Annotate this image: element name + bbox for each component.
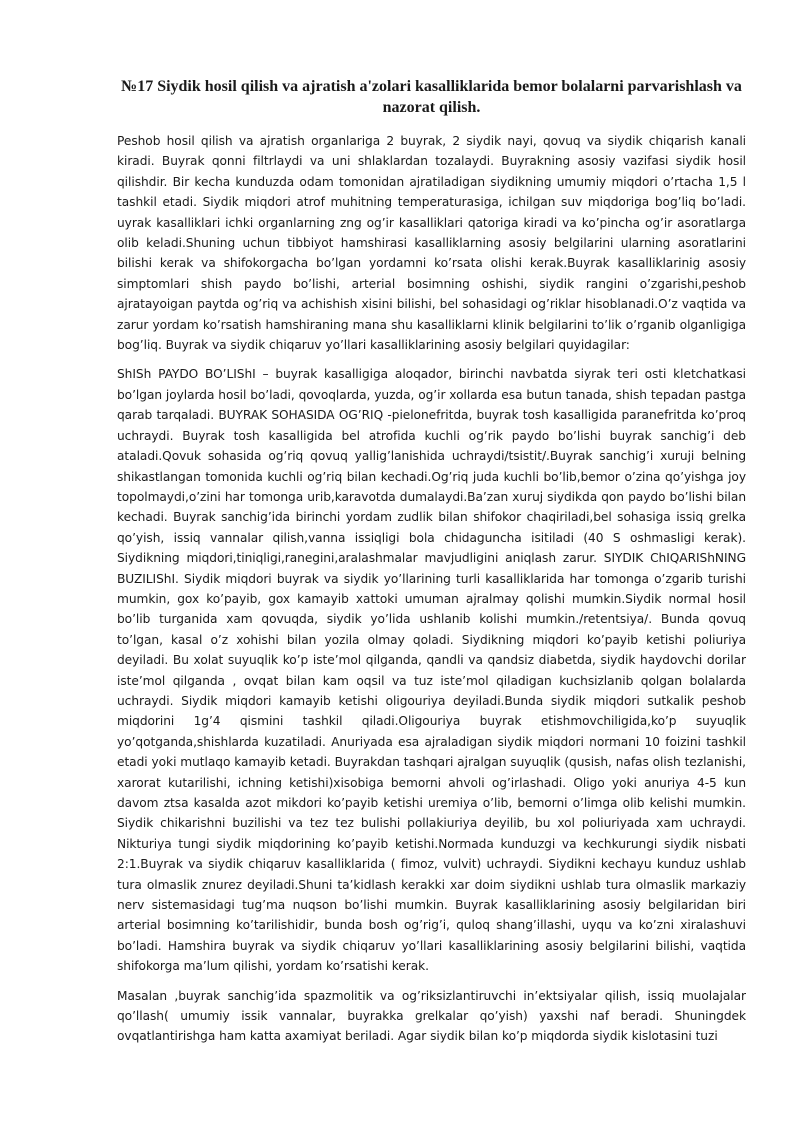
document-title: №17 Siydik hosil qilish va ajratish a'zolari kasalliklarida bemor bolalarni parvarishlash va nazorat qilish. bbox=[121, 78, 742, 116]
paragraph-intro: Peshob hosil qilish va ajratish organlariga 2 buyrak, 2 siydik nayi, qovuq va siydik chiqarish kanali kiradi. Buyrak qonni filtrlaydi va uni shlaklardan tozalaydi. Buyrakning asosiy vazifasi siydik hosil qilishdir. Bir kecha kunduzda odam tomonidan ajratiladigan siydikning umumiy miqdori o’rtacha 1,5 l tashkil etadi. Siydik miqdori atrof muhitning temperaturasiga, ichilgan suv miqdoriga bog’liq bo’ladi. uyrak kasalliklari ichki organlarning zng og’ir kasalliklari qatoriga kiradi va ko’pincha og’ir asoratlarga olib keladi.Shuning uchun tibbiyot hamshirasi kasalliklarning asosiy belgilarini ularning asoratlarini bilishi kerak va shifokorgacha bo’lgan yordamni ko’rsata olishi kerak.Buyrak kasalliklarinig asosiy simptomlari shish paydo bo’lishi, arterial bosimning oshishi, siydik rangini o’zgarishi,peshob ajratayoigan paytda og’riq va achishish xisini bilishi, bel sohasidagi og’riklar hisoblanadi.O’z vaqtida va zarur yordam ko’rsatish hamshiraning mana shu kasalliklarni klinik belgilarini to’lik o’rganib olganligiga bog’liq. Buyrak va siydik chiqaruv yo’llari kasalliklarining asosiy belgilari quyidagilar: bbox=[117, 134, 746, 353]
paragraph-treatment: Masalan ,buyrak sanchig’ida spazmolitik va og’riksizlantiruvchi in’ektsiyalar qilish, issiq muolajalar qo’llash( umumiy issik vannalar, buyrakka grelkalar qo’yish) yaxshi naf beradi. Shuningdek ovqatlantirishga ham katta axamiyat beriladi. Agar siydik bilan ko’p miqdorda siydik kislotasini tuzi bbox=[117, 988, 746, 1044]
paragraph-symptoms: ShISh PAYDO BO’LIShI – buyrak kasalligiga aloqador, birinchi navbatda siyrak teri osti kletchatkasi bo’lgan joylarda hosil bo’ladi, qovoqlarda, yuzda, og’ir xollarda esa butun tanada, shish tepadan pastga qarab tarqaladi. BUYRAK SOHASIDA OG’RIQ -pielonefritda, buyrak tosh kasalligida paranefritda ko’proq uchraydi. Buyrak tosh kasalligida bel atrofida kuchli og’rik paydo bo’lishi buyrak sanchig’i deb ataladi.Qovuk sohasida og’riq qovuq yallig’lanishida uchraydi/tsistit/.Buyrak sanchig’i xuruji belning shikastlangan tomonida kuchli og’riq bilan kechadi.Og’riq juda kuchli bo’lib,bemor o’zina qo’yishga joy topolmaydi,o’zini har tomonga urib,karavotda dumalaydi.Ba’zan xuruj siydikda qon paydo bo’lishi bilan kechadi. Buyrak sanchig’ida birinchi yordam zudlik bilan shifokor chaqiriladi,bel sohasiga issiq grelka qo’yish, issiq vannalar qilish,vanna issiqligi bola chidaguncha isitiladi (40 S oshmasligi kerak). Siydikning miqdori,tiniqligi,ranegini,aralashmalar mavjudligini aniqlash zarur. SIYDIK ChIQARIShNING BUZILIShI. Siydik miqdori buyrak va siydik yo’llarining turli kasalliklarida har tomonga o’zgarib turishi mumkin, gox ko’payib, gox kamayib xattoki umuman ajralmay qolishi mumkin.Siydik normal hosil bo’lib turganida xam qovuqda, siydik yo’lida ushlanib kolishi mumkin./retentsiya/. Bunda qovuq to’lgan, kasal o’z xohishi bilan yozila olmay qoladi. Siydikning miqdori ko’payib ketishi poliuriya deyiladi. Bu xolat suyuqlik ko’p iste’mol qilganda, qandli va qandsiz diabetda, siydik haydovchi dorilar iste’mol qilganda , ovqat bilan kam oqsil va tuz iste’mol qiladigan kuchsizlanib qolgan bolalarda uchraydi. Siydik miqdori kamayib ketishi oligouriya deyiladi.Bunda siydik miqdori sutkalik peshob miqdorini 1g’4 qismini tashkil qiladi.Oligouriya buyrak etishmovchiligida,ko’p suyuqlik yo’qotganda,shishlarda kuzatiladi. Anuriyada esa ajraladigan siydik miqdori normani 10 foizini tashkil etadi yoki mutlaqo kamayib ketadi. Buyrakdan tashqari ajralgan suyuqlik (qusish, nafas olish tezlanishi, xarorat kutarilishi, ichning ketishi)xisobiga bemorni ahvoli og’irlashadi. Oligo yoki anuriya 4-5 kun davom ztsa kasalda azot mikdori ko’payib ketishi uremiya o’lib, bemorni o’limga olib kelishi mumkin. Siydik chikarishni buzilishi va tez tez bulishi pollakiuriya deyilib, bu xol poliuriyada xam uchraydi. Nikturiya tungi siydik miqdorining ko’payib ketishi.Normada kunduzgi va kechkurungi siydik nisbati 2:1.Buyrak va siydik chiqaruv kasalliklarida ( fimoz, vulvit) uchraydi. Siydikni kechayu kunduz ushlab tura olmaslik znurez deyiladi.Shuni ta’kidlash kerakki xar doim siydikni ushlab tura olmaslik markaziy nerv sistemasidagi tug’ma nuqson bo’lishi mumkin. Buyrak kasalliklarining asosiy belgilaridan biri arterial bosimning ko’tarilishidir, bunda bosh og’rig’i, quloq shang’illashi, uyqu va ko’zni xiralashuvi bo’ladi. Hamshira buyrak va siydik chiqaruv yo’llari kasalliklarining asosiy belgilarini bilishi, vaqtida shifokorga ma’lum qilishi, yordam ko’rsatishi kerak. bbox=[117, 367, 746, 974]
